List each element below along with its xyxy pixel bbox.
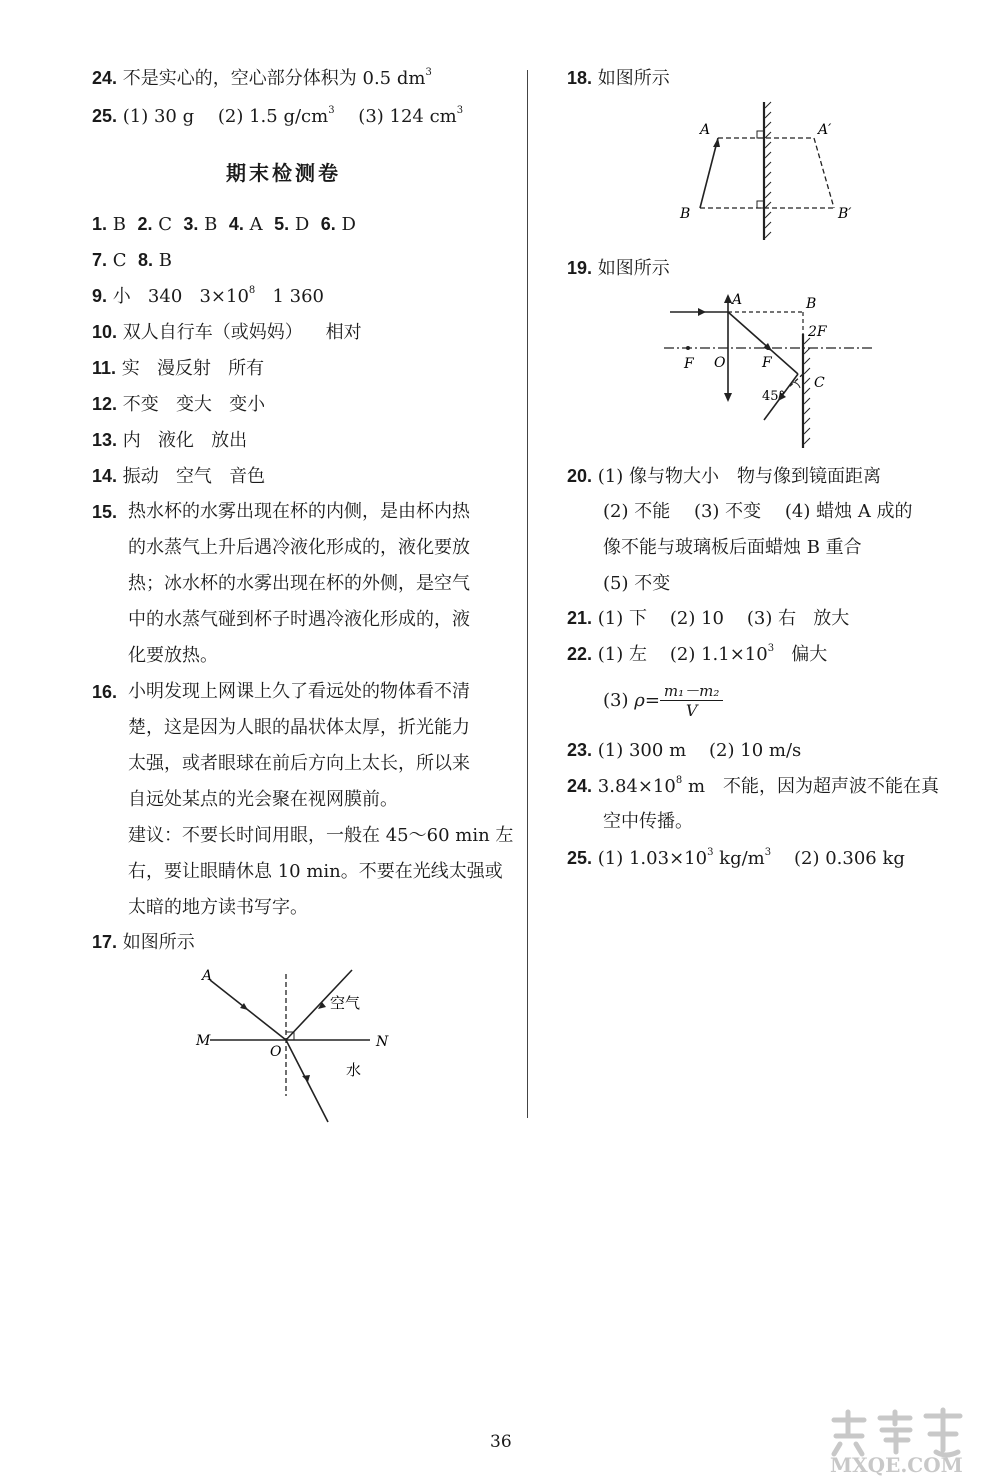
answer-22: 22. (1) 左 (2) $1.1\times 10^3$ 偏大 xyxy=(567,643,828,665)
answer-25: 25. (1) $1.03\times 10^3$ $kg/m^3$ (2) 0.306 kg xyxy=(567,847,905,869)
answer-18: 18. 如图所示 xyxy=(567,68,670,89)
lens-diagram xyxy=(660,288,880,450)
answer-24-line: 空中传播。 xyxy=(603,811,693,832)
label-B: B xyxy=(680,206,691,222)
answer-22-formula: (3) ρ= $\frac{\text{m₁－m₂}}{V}$ xyxy=(603,680,723,724)
answer-20-line: 像不能与玻璃板后面蜡烛 B 重合 xyxy=(603,537,862,558)
label-O: O xyxy=(270,1044,282,1060)
answer-14: 14. 振动 空气 音色 xyxy=(92,466,266,487)
refraction-diagram xyxy=(190,960,410,1130)
label-A: A xyxy=(700,122,711,138)
watermark-logo xyxy=(826,1406,994,1476)
label-C: C xyxy=(814,375,825,391)
answer-16-number: 16. xyxy=(92,682,118,702)
label-F-left: F xyxy=(684,356,694,372)
answer-16-line: 小明发现上网课上久了看远处的物体看不清 xyxy=(128,681,470,702)
mirror-diagram xyxy=(676,98,856,246)
answer-15-line: 热；冰水杯的水雾出现在杯的外侧，是空气 xyxy=(128,573,470,594)
label-A: A xyxy=(732,292,743,308)
answer-16-line: 太强，或者眼球在前后方向上太长，所以来 xyxy=(128,753,470,774)
label-air: 空气 xyxy=(330,994,361,1012)
answer-24: 24. 不是实心的，空心部分体积为 0.5 $dm^3$ xyxy=(92,67,432,89)
answer-23: 23. (1) 300 m (2) 10 m/s xyxy=(567,740,802,761)
answer-25: 25. (1) 30 g (2) 1.5 $g/cm^3$ (3) 124 $cm^3$ xyxy=(92,105,464,127)
answer-16-line: 自远处某点的光会聚在视网膜前。 xyxy=(128,789,398,810)
label-A-prime: A′ xyxy=(818,122,832,138)
answer-16-line: 太暗的地方读书写字。 xyxy=(128,897,308,918)
answer-11: 11. 实 漫反射 所有 xyxy=(92,358,265,379)
label-M: M xyxy=(196,1033,211,1049)
column-divider xyxy=(527,70,528,1118)
answer-21: 21. (1) 下 (2) 10 (3) 右 放大 xyxy=(567,608,850,629)
answer-17: 17. 如图所示 xyxy=(92,932,195,953)
label-A: A xyxy=(202,968,213,984)
answer-10: 10. 双人自行车（或妈妈） 相对 xyxy=(92,322,362,343)
section-title: 期末检测卷 xyxy=(226,161,341,185)
label-B-prime: B′ xyxy=(838,206,852,222)
answer-16-line: 楚，这是因为人眼的晶状体太厚，折光能力 xyxy=(128,717,470,738)
answer-7-8: 7. C 8. B xyxy=(92,250,172,271)
label-angle: 45° xyxy=(762,389,786,404)
answer-16-line: 右，要让眼睛休息 10 min。不要在光线太强或 xyxy=(128,861,503,882)
label-O: O xyxy=(714,355,726,371)
label-water: 水 xyxy=(346,1061,362,1079)
answer-1-6: 1. B 2. C 3. B 4. A 5. D 6. D xyxy=(92,214,356,235)
density-fraction: $\frac{\text{m₁－m₂}}{V}$ xyxy=(660,682,723,721)
answer-12: 12. 不变 变大 变小 xyxy=(92,394,266,415)
answer-15-line: 中的水蒸气碰到杯子时遇冷液化形成的，液 xyxy=(128,609,470,630)
label-F-right: F xyxy=(762,355,772,371)
answer-24: 24. $3.84\times 10^8$ m 不能，因为超声波不能在真 xyxy=(567,775,940,797)
answer-9: 9. 小 340 $3\times 10^8$ 1 360 xyxy=(92,285,324,307)
answer-15-number: 15. xyxy=(92,502,118,522)
answer-16-line: 建议：不要长时间用眼，一般在 45～60 min 左 xyxy=(128,825,514,846)
answer-15-line: 热水杯的水雾出现在杯的内侧，是由杯内热 xyxy=(128,501,470,522)
answer-15-line: 化要放热。 xyxy=(128,645,218,666)
label-2F: 2F xyxy=(808,324,827,340)
answer-13: 13. 内 液化 放出 xyxy=(92,430,248,451)
answer-15-line: 的水蒸气上升后遇冷液化形成的，液化要放 xyxy=(128,537,470,558)
answer-19: 19. 如图所示 xyxy=(567,258,670,279)
answer-20-line: (5) 不变 xyxy=(603,573,671,594)
page-number: 36 xyxy=(490,1432,512,1452)
label-B: B xyxy=(806,296,817,312)
label-N: N xyxy=(376,1034,389,1050)
svg-text:MXQE.COM: MXQE.COM xyxy=(830,1453,963,1476)
answer-20-line: (2) 不能 (3) 不变 (4) 蜡烛 A 成的 xyxy=(603,501,913,522)
answer-20: 20. (1) 像与物大小 物与像到镜面距离 xyxy=(567,466,881,487)
